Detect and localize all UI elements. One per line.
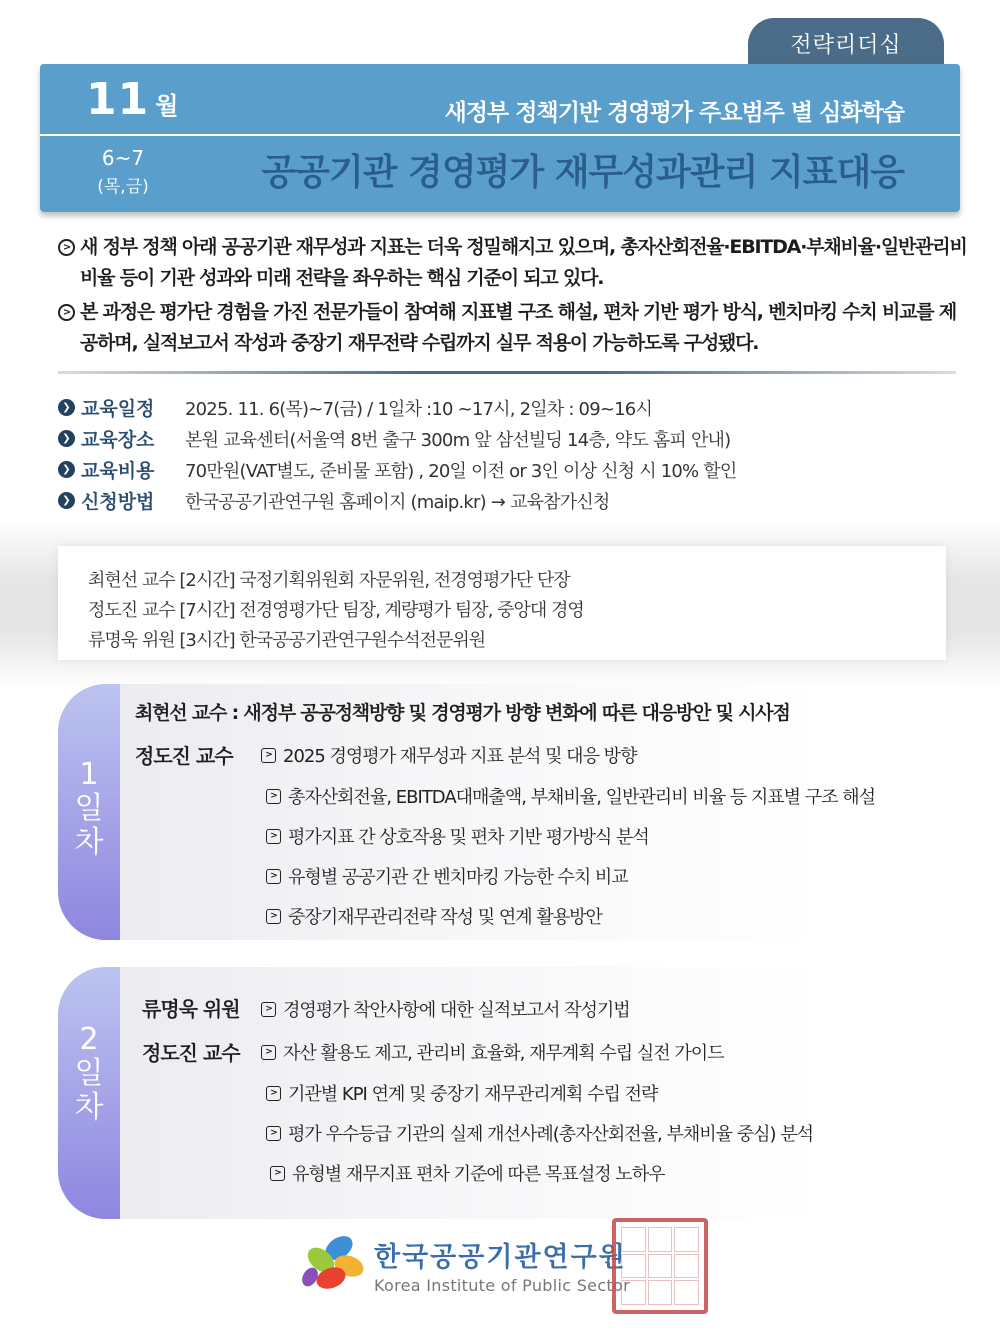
arrow-circle-icon: > [58, 239, 75, 256]
intro-section [58, 232, 970, 362]
header-divider [40, 134, 960, 136]
day2-item-text: 평가 우수등급 기관의 실제 개선사례(총자산회전율, 부채비율 중심) 분석 [288, 1124, 814, 1145]
chevron-circle-icon: ❯ [58, 399, 75, 416]
org-name [374, 1235, 630, 1295]
day2-label-cha: 차 [74, 1090, 104, 1125]
intro-text: 본 과정은 평가단 경험을 가진 전문가들이 참여해 지표별 구조 해설, 편차 기반 평가 방식, 벤치마킹 수치 비교를 제공하며, 실적보고서 작성과 중장기 재무전략 수립까지 실무 적용이 가능하도록 구성됐다. [80, 301, 957, 354]
intro-paragraph [58, 297, 970, 359]
day1-topic: 최현선 교수 : 새정부 공공정책방향 및 경영평가 방향 변화에 따른 대응방안 및 시사점 [135, 702, 790, 724]
official-seal-stamp [612, 1218, 708, 1314]
day2-item-text: 경영평가 착안사항에 대한 실적보고서 작성기법 [283, 1000, 630, 1021]
org-name-en: Korea Institute of Public Sector [374, 1276, 630, 1295]
arrow-box-icon: > [261, 1045, 276, 1060]
day2-item [266, 1120, 813, 1146]
arrow-box-icon: > [266, 869, 281, 884]
info-label: 신청방법 [81, 491, 155, 513]
day1-label-cha: 차 [74, 825, 104, 860]
day-of-week: (목,금) [97, 177, 149, 197]
info-row-location [58, 423, 736, 454]
day-range [90, 146, 156, 197]
day1-label-num: 1 [79, 757, 99, 792]
day1-item-text: 2025 경영평가 재무성과 지표 분석 및 대응 방향 [283, 746, 637, 767]
day2-item [266, 1080, 657, 1106]
info-value: 2025. 11. 6(목)~7(금) / 1일차 :10 ~17시, 2일차 : 09~16시 [185, 398, 653, 420]
arrow-circle-icon: > [58, 304, 75, 321]
intro-paragraph [58, 232, 970, 294]
org-name-ko: 한국공공기관연구원 [374, 1242, 627, 1273]
day2-lecturer-2: 정도진 교수 [142, 1041, 240, 1065]
info-value: 본원 교육센터(서울역 8번 출구 300m 앞 삼선빌딩 14층, 약도 홈피 안내) [185, 429, 731, 451]
info-value: 한국공공기관연구원 홈페이지 (maip.kr) → 교육참가신청 [185, 491, 610, 513]
day2-label-il: 일 [74, 1056, 104, 1091]
day2-block [58, 967, 958, 1219]
month-unit: 월 [155, 92, 179, 120]
day1-label-il: 일 [74, 791, 104, 826]
arrow-box-icon: > [266, 789, 281, 804]
info-row-schedule [58, 392, 736, 423]
org-logo [298, 1234, 630, 1296]
arrow-box-icon: > [270, 1166, 285, 1181]
chevron-circle-icon: ❯ [58, 492, 75, 509]
info-row-apply [58, 485, 736, 516]
course-info [58, 392, 736, 516]
course-title: 공공기관 경영평가 재무성과관리 지표대응 [261, 152, 904, 193]
day2-item [270, 1160, 664, 1186]
day1-item [266, 783, 875, 809]
day2-item-text: 유형별 재무지표 편차 기준에 따른 목표설정 노하우 [292, 1164, 665, 1185]
chevron-circle-icon: ❯ [58, 461, 75, 478]
instructor-line: 류명욱 위원 [3시간] 한국공공기관연구원수석전문위원 [88, 630, 486, 651]
arrow-box-icon: > [261, 748, 276, 763]
day1-item [266, 863, 628, 889]
day1-item [266, 903, 602, 929]
info-label: 교육일정 [81, 398, 155, 420]
day1-item [266, 823, 649, 849]
instructor-line: 정도진 교수 [7시간] 전경영평가단 팀장, 계량평가 팀장, 중앙대 경영 [88, 600, 584, 621]
day1-lecturer: 정도진 교수 [135, 744, 233, 768]
arrow-box-icon: > [266, 1086, 281, 1101]
arrow-box-icon: > [261, 1002, 276, 1017]
info-label: 교육비용 [81, 460, 155, 482]
course-subtitle: 새정부 정책기반 경영평가 주요범주 별 심화학습 [444, 100, 904, 126]
instructor-line: 최현선 교수 [2시간] 국정기획위원회 자문위원, 전경영평가단 단장 [88, 570, 570, 591]
day1-item-text: 유형별 공공기관 간 벤치마킹 가능한 수치 비교 [288, 867, 628, 888]
day2-item-text: 기관별 KPI 연계 및 중장기 재무관리계획 수립 전략 [288, 1084, 658, 1105]
day1-item [261, 742, 636, 768]
header-banner [40, 64, 960, 212]
day2-item [261, 996, 630, 1022]
arrow-box-icon: > [266, 909, 281, 924]
info-label: 교육장소 [81, 429, 155, 451]
day1-block [58, 684, 958, 940]
instructor-panel [58, 546, 946, 660]
day1-item-text: 중장기재무관리전략 작성 및 연계 활용방안 [288, 907, 602, 928]
month-label [86, 74, 178, 125]
day1-item-text: 평가지표 간 상호작용 및 편차 기반 평가방식 분석 [288, 827, 649, 848]
day2-lecturer-1: 류명욱 위원 [142, 997, 240, 1021]
day1-side-bar [58, 684, 120, 940]
category-tab: 전략리더십 [748, 18, 944, 76]
day2-label-num: 2 [79, 1022, 99, 1057]
day-range-text: 6~7 [101, 146, 145, 170]
chevron-circle-icon: ❯ [58, 430, 75, 447]
day1-item-text: 총자산회전율, EBITDA대매출액, 부채비율, 일반관리비 비율 등 지표별 구조 해설 [288, 787, 876, 808]
arrow-box-icon: > [266, 829, 281, 844]
intro-text: 새 정부 정책 아래 공공기관 재무성과 지표는 더욱 정밀해지고 있으며, 총자산회전율·EBITDA·부채비율·일반관리비 비율 등이 기관 성과와 미래 전략을 좌우하는 핵심 기준이 되고 있다. [80, 236, 967, 289]
day2-item [261, 1039, 724, 1065]
month-number: 11 [86, 74, 150, 125]
day2-side-bar [58, 967, 120, 1219]
arrow-box-icon: > [266, 1126, 281, 1141]
info-value: 70만원(VAT별도, 준비물 포함) , 20일 이전 or 3인 이상 신청 시 10% 할인 [185, 460, 737, 482]
section-divider [58, 371, 956, 374]
info-row-fee [58, 454, 736, 485]
day2-item-text: 자산 활용도 제고, 관리비 효율화, 재무계획 수립 실전 가이드 [283, 1043, 724, 1064]
flower-logo-icon [298, 1234, 364, 1296]
